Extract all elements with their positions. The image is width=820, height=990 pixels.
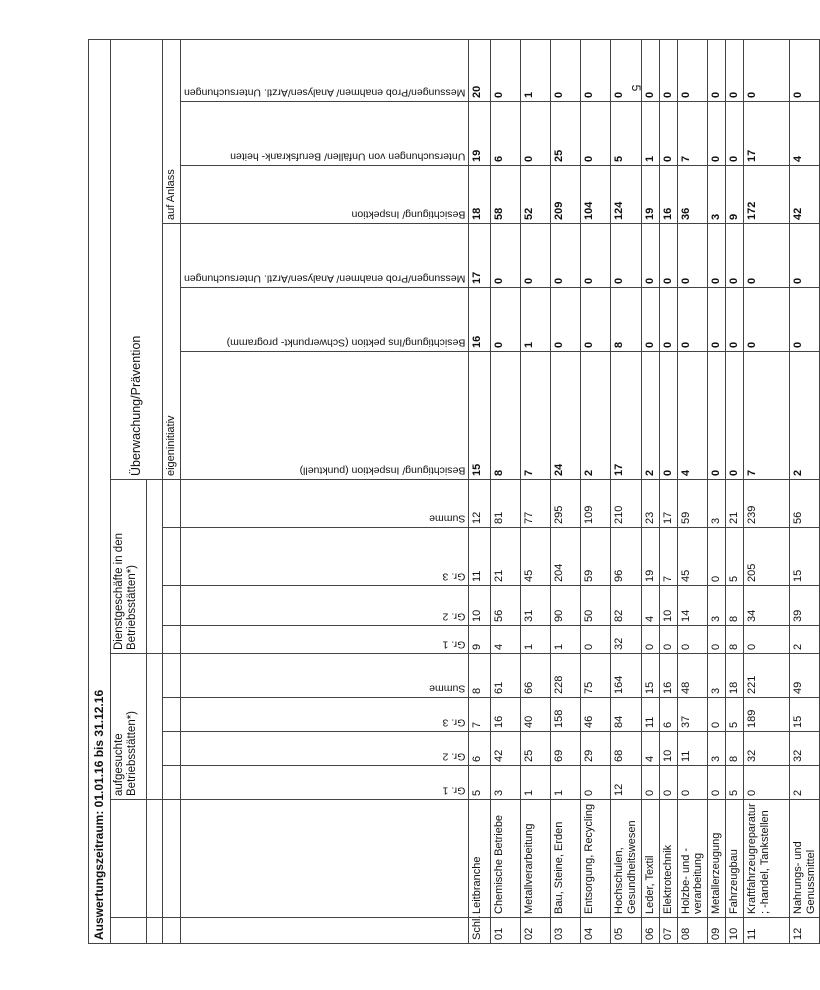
row-cell-c20: 0: [491, 40, 521, 102]
row-cell-a3: 189: [743, 698, 789, 732]
row-cell-c17: 0: [707, 224, 725, 288]
header-empty-9: [163, 766, 181, 800]
row-cell-c16: 1: [521, 288, 551, 352]
header-aufgesuchte: aufgesuchte Betriebsstätten*): [111, 654, 147, 800]
row-cell-a2: 32: [789, 732, 819, 766]
row-leitbranche: Metallerzeugung: [707, 800, 725, 918]
header-row-groups: [111, 40, 147, 944]
row-cell-a3: 158: [551, 698, 581, 732]
row-cell-a3: 11: [641, 698, 659, 732]
row-leitbranche: Fahrzeugbau: [725, 800, 743, 918]
rotated-table-wrapper: [88, 80, 817, 944]
row-schl: 04: [581, 918, 611, 944]
row-cell-c17: 0: [521, 224, 551, 288]
row-cell-d1: 0: [659, 626, 677, 654]
col-number-11: 11: [469, 528, 491, 586]
col-number-19: 19: [469, 102, 491, 166]
row-cell-c16: 0: [725, 288, 743, 352]
row-cell-c19: 17: [743, 102, 789, 166]
row-cell-a1: 0: [641, 766, 659, 800]
row-cell-d3: 7: [659, 528, 677, 586]
row-cell-c16: 0: [641, 288, 659, 352]
row-cell-a1: 0: [581, 766, 611, 800]
row-cell-c18: 9: [725, 166, 743, 224]
header-empty-16: [163, 480, 181, 528]
row-cell-c18: 124: [611, 166, 641, 224]
row-leitbranche: Chemische Betriebe: [491, 800, 521, 918]
header-empty-5: [147, 654, 163, 800]
row-cell-c20: 0: [551, 40, 581, 102]
row-leitbranche: Holzbe- und -verarbeitung: [677, 800, 707, 918]
row-cell-c17: 0: [743, 224, 789, 288]
row-cell-d3: 59: [581, 528, 611, 586]
row-schl: 10: [725, 918, 743, 944]
title-row: [89, 40, 111, 944]
row-cell-ds: 77: [521, 480, 551, 528]
page-number: 5: [629, 84, 643, 92]
row-cell-c17: 0: [551, 224, 581, 288]
row-cell-c19: 7: [677, 102, 707, 166]
row-cell-a2: 29: [581, 732, 611, 766]
row-schl: 06: [641, 918, 659, 944]
header-col-a-summe: Summe: [181, 654, 469, 698]
row-cell-c16: 8: [611, 288, 641, 352]
row-cell-c20: 0: [789, 40, 819, 102]
row-cell-d1: 4: [491, 626, 521, 654]
row-schl: 08: [677, 918, 707, 944]
col-number-7: 7: [469, 698, 491, 732]
header-empty-8: [163, 800, 181, 918]
row-cell-ds: 239: [743, 480, 789, 528]
row-cell-d1: 0: [641, 626, 659, 654]
header-empty-7: [163, 918, 181, 944]
header-empty-14: [163, 586, 181, 626]
row-cell-c19: 5: [611, 102, 641, 166]
table-row: [677, 40, 707, 944]
row-cell-c17: 0: [641, 224, 659, 288]
row-cell-d2: 90: [551, 586, 581, 626]
row-cell-c18: 58: [491, 166, 521, 224]
row-cell-a3: 46: [581, 698, 611, 732]
row-cell-c18: 19: [641, 166, 659, 224]
row-cell-c15: 24: [551, 352, 581, 480]
row-cell-c18: 172: [743, 166, 789, 224]
col-number-6: 6: [469, 732, 491, 766]
row-cell-c20: 0: [659, 40, 677, 102]
header-col-d-gr1: Gr. 1: [181, 626, 469, 654]
row-cell-d1: 8: [725, 626, 743, 654]
row-cell-c18: 36: [677, 166, 707, 224]
table-row: [551, 40, 581, 944]
row-cell-a2: 69: [551, 732, 581, 766]
row-cell-c20: 0: [677, 40, 707, 102]
row-cell-c16: 0: [491, 288, 521, 352]
statistics-table: [88, 39, 820, 944]
col-number-12: 12: [469, 480, 491, 528]
row-leitbranche: Entsorgung, Recycling: [581, 800, 611, 918]
header-empty-12: [163, 654, 181, 698]
table-row: [491, 40, 521, 944]
col-number-15: 15: [469, 352, 491, 480]
report-title: Auswertungszeitraum: 01.01.16 bis 31.12.16: [89, 40, 111, 944]
row-cell-ds: 295: [551, 480, 581, 528]
row-cell-c20: 0: [611, 40, 641, 102]
header-auf-anlass: auf Anlass: [163, 40, 181, 224]
row-cell-d3: 96: [611, 528, 641, 586]
col-number-17: 17: [469, 224, 491, 288]
header-col-a-gr2: Gr. 2: [181, 732, 469, 766]
row-schl: 11: [743, 918, 789, 944]
row-cell-a2: 4: [641, 732, 659, 766]
row-leitbranche: Metallverarbeitung: [521, 800, 551, 918]
row-cell-a1: 1: [551, 766, 581, 800]
header-empty-1: [111, 918, 147, 944]
row-cell-c19: 0: [659, 102, 677, 166]
row-cell-c19: 0: [581, 102, 611, 166]
header-col-17: Messungen/Prob enahmen/ Analysen/Arztl. Untersuchungen: [181, 224, 469, 288]
row-cell-c19: 1: [641, 102, 659, 166]
row-cell-a2: 42: [491, 732, 521, 766]
table-row: [743, 40, 789, 944]
table-row: [641, 40, 659, 944]
header-empty-10: [163, 732, 181, 766]
table-row: [789, 40, 819, 944]
row-cell-c18: 42: [789, 166, 819, 224]
row-cell-c17: 0: [491, 224, 521, 288]
row-cell-c18: 16: [659, 166, 677, 224]
header-row-numbers: [469, 40, 491, 944]
row-cell-a1: 0: [743, 766, 789, 800]
row-cell-c20: 0: [725, 40, 743, 102]
row-cell-d2: 56: [491, 586, 521, 626]
row-cell-ds: 56: [789, 480, 819, 528]
row-cell-d3: 204: [551, 528, 581, 586]
row-cell-a3: 40: [521, 698, 551, 732]
row-cell-c17: 0: [581, 224, 611, 288]
row-schl: 09: [707, 918, 725, 944]
row-cell-d3: 45: [677, 528, 707, 586]
row-cell-c15: 2: [581, 352, 611, 480]
row-cell-d1: 1: [521, 626, 551, 654]
row-cell-c15: 2: [641, 352, 659, 480]
row-cell-d3: 21: [491, 528, 521, 586]
col-number-18: 18: [469, 166, 491, 224]
col-number-5: 5: [469, 766, 491, 800]
row-cell-c15: 17: [611, 352, 641, 480]
row-leitbranche: Bau, Steine, Erden: [551, 800, 581, 918]
row-cell-c15: 7: [743, 352, 789, 480]
table-row: [611, 40, 641, 944]
row-cell-c19: 0: [707, 102, 725, 166]
table-row: [725, 40, 743, 944]
row-cell-d2: 39: [789, 586, 819, 626]
row-cell-as: 221: [743, 654, 789, 698]
col-number-20: 20: [469, 40, 491, 102]
row-cell-a2: 32: [743, 732, 789, 766]
row-cell-a3: 16: [491, 698, 521, 732]
row-cell-d2: 4: [641, 586, 659, 626]
row-cell-a3: 5: [725, 698, 743, 732]
row-cell-as: 61: [491, 654, 521, 698]
row-cell-c15: 0: [659, 352, 677, 480]
table-row: [521, 40, 551, 944]
row-cell-a2: 11: [677, 732, 707, 766]
col-number-16: 16: [469, 288, 491, 352]
row-cell-d3: 19: [641, 528, 659, 586]
row-cell-ds: 3: [707, 480, 725, 528]
row-leitbranche: Hochschulen, Gesundheitswesen: [611, 800, 641, 918]
row-cell-d3: 205: [743, 528, 789, 586]
row-cell-a2: 3: [707, 732, 725, 766]
header-col-15: Besichtigung/ Inspektion (punktuell): [181, 352, 469, 480]
row-cell-ds: 81: [491, 480, 521, 528]
row-cell-as: 75: [581, 654, 611, 698]
row-cell-a1: 0: [677, 766, 707, 800]
row-cell-c15: 7: [521, 352, 551, 480]
header-empty-2: [111, 800, 147, 918]
row-cell-d2: 3: [707, 586, 725, 626]
header-col-16: Besichtigung/Ins pektion (Schwerpunkt- programm): [181, 288, 469, 352]
row-cell-a2: 25: [521, 732, 551, 766]
row-cell-d3: 0: [707, 528, 725, 586]
table-row: [707, 40, 725, 944]
row-leitbranche: Nahrungs- und Genussmittel: [789, 800, 819, 918]
row-cell-as: 16: [659, 654, 677, 698]
row-cell-c20: 0: [581, 40, 611, 102]
row-cell-d3: 15: [789, 528, 819, 586]
row-cell-c19: 0: [725, 102, 743, 166]
row-cell-a1: 0: [707, 766, 725, 800]
header-empty-15: [163, 528, 181, 586]
row-schl: 01: [491, 918, 521, 944]
row-cell-d2: 14: [677, 586, 707, 626]
header-empty-11: [163, 698, 181, 732]
row-cell-d3: 5: [725, 528, 743, 586]
header-col-a-gr1: Gr. 1: [181, 766, 469, 800]
col-number-9: 9: [469, 626, 491, 654]
row-cell-d2: 82: [611, 586, 641, 626]
header-leitbranche-top: [181, 800, 469, 918]
header-col-a-gr3: Gr. 3: [181, 698, 469, 732]
row-cell-c20: 0: [707, 40, 725, 102]
header-ueberwachung: Überwachung/Prävention: [111, 40, 163, 480]
row-cell-ds: 17: [659, 480, 677, 528]
row-cell-d1: 0: [581, 626, 611, 654]
row-cell-a3: 37: [677, 698, 707, 732]
col-number-8: 8: [469, 654, 491, 698]
row-cell-c17: 0: [659, 224, 677, 288]
row-schl: 07: [659, 918, 677, 944]
row-schl: 03: [551, 918, 581, 944]
header-dienstgeschaefte: Dienstgeschäfte in den Betriebsstätten*): [111, 480, 147, 654]
row-cell-as: 3: [707, 654, 725, 698]
header-col-d-gr3: Gr. 3: [181, 528, 469, 586]
row-cell-c15: 2: [789, 352, 819, 480]
row-cell-c16: 0: [677, 288, 707, 352]
row-cell-c15: 0: [725, 352, 743, 480]
row-cell-a1: 5: [725, 766, 743, 800]
row-cell-d3: 45: [521, 528, 551, 586]
row-leitbranche: Elektrotechnik: [659, 800, 677, 918]
row-cell-d1: 0: [677, 626, 707, 654]
row-cell-d1: 1: [551, 626, 581, 654]
row-cell-d2: 50: [581, 586, 611, 626]
header-col-d-summe: Summe: [181, 480, 469, 528]
table-row: [581, 40, 611, 944]
row-cell-a1: 0: [659, 766, 677, 800]
row-cell-d2: 31: [521, 586, 551, 626]
row-cell-c19: 25: [551, 102, 581, 166]
header-col-18: Besichtigung/ Inspektion: [181, 166, 469, 224]
row-cell-a2: 68: [611, 732, 641, 766]
header-col-19: Untersuchungen von Unfällen/ Berufskrank- heiten: [181, 102, 469, 166]
row-cell-c16: 0: [551, 288, 581, 352]
header-empty-3: [147, 918, 163, 944]
row-cell-c20: 0: [743, 40, 789, 102]
row-leitbranche: Kraftfahrzeugreparatur ; -handel, Tankstellen: [743, 800, 789, 918]
row-cell-ds: 23: [641, 480, 659, 528]
header-row-subgroups: [163, 40, 181, 944]
header-col-d-gr2: Gr. 2: [181, 586, 469, 626]
row-cell-as: 49: [789, 654, 819, 698]
row-cell-c20: 0: [641, 40, 659, 102]
row-cell-c19: 4: [789, 102, 819, 166]
header-empty-4: [147, 800, 163, 918]
row-cell-c17: 0: [677, 224, 707, 288]
row-cell-as: 48: [677, 654, 707, 698]
row-cell-c16: 0: [707, 288, 725, 352]
row-cell-as: 18: [725, 654, 743, 698]
row-cell-ds: 109: [581, 480, 611, 528]
row-cell-c15: 8: [491, 352, 521, 480]
col-number-10: 10: [469, 586, 491, 626]
row-cell-c20: 1: [521, 40, 551, 102]
row-cell-a2: 8: [725, 732, 743, 766]
row-cell-c18: 104: [581, 166, 611, 224]
row-cell-c17: 0: [611, 224, 641, 288]
header-col-20: Messungen/Prob enahmen/ Analysen/Arztl. Untersuchungen: [181, 40, 469, 102]
header-schl: Schl.: [469, 918, 491, 944]
row-cell-as: 228: [551, 654, 581, 698]
row-cell-as: 66: [521, 654, 551, 698]
header-empty-6: [147, 480, 163, 654]
row-cell-c15: 0: [707, 352, 725, 480]
row-cell-c16: 0: [743, 288, 789, 352]
row-cell-as: 164: [611, 654, 641, 698]
row-cell-d1: 0: [707, 626, 725, 654]
row-schl: 02: [521, 918, 551, 944]
row-cell-c19: 6: [491, 102, 521, 166]
row-cell-a1: 12: [611, 766, 641, 800]
table-row: [659, 40, 677, 944]
row-cell-d1: 2: [789, 626, 819, 654]
header-leitbranche: Leitbranche: [469, 800, 491, 918]
row-cell-d1: 32: [611, 626, 641, 654]
row-cell-d1: 0: [743, 626, 789, 654]
header-eigeninitiativ: eigeninitiativ: [163, 224, 181, 480]
row-cell-d2: 8: [725, 586, 743, 626]
row-cell-c15: 4: [677, 352, 707, 480]
row-cell-a3: 84: [611, 698, 641, 732]
row-cell-a1: 3: [491, 766, 521, 800]
row-leitbranche: Leder, Textil: [641, 800, 659, 918]
row-cell-ds: 210: [611, 480, 641, 528]
row-cell-a3: 6: [659, 698, 677, 732]
row-cell-c19: 0: [521, 102, 551, 166]
rotated-table-container: [88, 80, 817, 944]
row-schl: 12: [789, 918, 819, 944]
row-cell-ds: 59: [677, 480, 707, 528]
row-cell-c18: 209: [551, 166, 581, 224]
header-empty-13: [163, 626, 181, 654]
row-cell-c18: 52: [521, 166, 551, 224]
row-cell-a1: 1: [521, 766, 551, 800]
row-cell-a3: 0: [707, 698, 725, 732]
row-cell-c17: 0: [725, 224, 743, 288]
row-cell-a3: 15: [789, 698, 819, 732]
table-body: [89, 40, 820, 944]
row-cell-c18: 3: [707, 166, 725, 224]
row-cell-as: 15: [641, 654, 659, 698]
row-cell-d2: 34: [743, 586, 789, 626]
row-cell-c16: 0: [789, 288, 819, 352]
row-cell-a2: 10: [659, 732, 677, 766]
row-cell-d2: 10: [659, 586, 677, 626]
row-cell-c17: 0: [789, 224, 819, 288]
row-cell-ds: 21: [725, 480, 743, 528]
row-cell-a1: 2: [789, 766, 819, 800]
row-cell-c16: 0: [659, 288, 677, 352]
header-row-columns: [181, 40, 469, 944]
row-schl: 05: [611, 918, 641, 944]
row-cell-c16: 0: [581, 288, 611, 352]
header-schl-top: [181, 918, 469, 944]
